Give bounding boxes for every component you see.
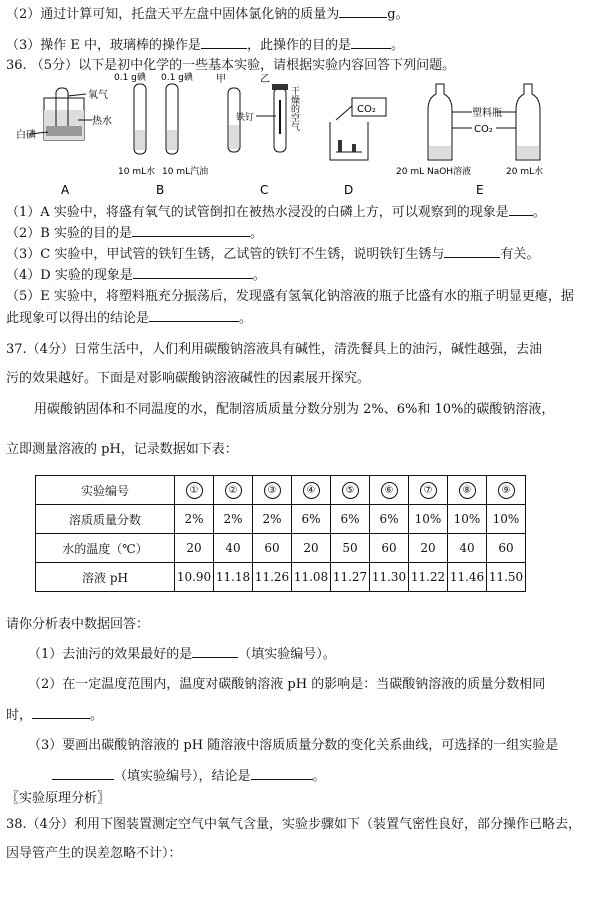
hot-water-label: 热水	[92, 116, 112, 127]
white-phosphorus-label: 白磷	[16, 130, 36, 141]
row-header: 溶质质量分数	[36, 505, 175, 534]
table-row	[36, 563, 526, 592]
q36-sub-5a: （5）E 实验中，将塑料瓶充分振荡后，发现盛有氢氧化钠溶液的瓶子比盛有水的瓶子明显更瘪，据	[6, 289, 574, 304]
table-cell: 10.90	[175, 563, 214, 592]
answer-blank[interactable]	[149, 309, 239, 322]
dry-air-label: 干燥的空气	[289, 86, 299, 131]
table-cell: 11.08	[292, 563, 331, 592]
q38-line-1: 38.（4分）利用下图装置测定空气中氧气含量，实验步骤如下（装置气密性良好，部分操作已略去，	[6, 817, 581, 832]
q36-sub-4: （4）D 实验的现象是 。	[6, 268, 266, 283]
q37-answer-3b: （填实验编号），结论是 。	[52, 767, 326, 786]
experiment-number: ⑤	[342, 482, 359, 499]
answer-blank[interactable]	[509, 203, 533, 216]
q36-title: 36. （5分）以下是初中化学的一些基本实验，请根据实验内容回答下列问题。	[6, 58, 456, 73]
water-label: 10 mL水	[118, 167, 156, 177]
q38-line-2: 因导管产生的误差忽略不计）：	[6, 846, 182, 861]
table-cell: 11.46	[448, 563, 487, 592]
table-cell: 11.22	[409, 563, 448, 592]
answer-blank[interactable]	[201, 36, 247, 49]
q37-title-2: 污的效果越好。下面是对影响碳酸钠溶液碱性的因素展开探究。	[6, 371, 371, 386]
table-cell: 20	[292, 534, 331, 563]
gasoline-label: 10 mL汽油	[162, 167, 209, 177]
q35-line-3: （3）操作 E 中，玻璃棒的操作是 ，此操作的目的是 。	[6, 38, 405, 53]
experiment-number: ⑦	[420, 482, 437, 499]
iodine-mass-1: 0.1 g碘	[114, 73, 146, 83]
table-cell: 6%	[292, 505, 331, 534]
table-cell: 2%	[214, 505, 253, 534]
answer-blank[interactable]	[444, 245, 500, 258]
q36-sub-5b: 此现象可以得出的结论是 。	[6, 311, 253, 326]
experiment-c-apparatus	[216, 73, 300, 197]
table-row	[36, 505, 526, 534]
experiment-e-apparatus	[396, 84, 543, 197]
iron-nail-label: 铁钉	[236, 113, 255, 123]
table-cell: 40	[448, 534, 487, 563]
table-cell: 11.30	[370, 563, 409, 592]
table-row	[36, 534, 526, 563]
table-cell: 50	[331, 534, 370, 563]
table-cell: 2%	[253, 505, 292, 534]
experiment-number: ⑥	[381, 482, 398, 499]
experiment-number: ④	[303, 482, 320, 499]
table-cell: 60	[253, 534, 292, 563]
answer-blank[interactable]	[351, 36, 391, 49]
label-e: E	[476, 183, 484, 197]
section-heading: 〖实验原理分析〗	[6, 791, 111, 806]
experiment-d-apparatus	[330, 98, 386, 197]
table-cell: 60	[487, 534, 526, 563]
q37-paragraph-2: 立即测量溶液的 pH，记录数据如下表：	[6, 442, 238, 457]
answer-blank[interactable]	[132, 224, 250, 237]
water-label-e: 20 mL水	[506, 167, 544, 177]
table-cell: 11.27	[331, 563, 370, 592]
experiment-number: ①	[186, 482, 203, 499]
row-header: 水的温度（℃）	[36, 534, 175, 563]
answer-blank[interactable]	[133, 266, 253, 279]
answer-blank[interactable]	[32, 706, 90, 719]
tube-jia-label: 甲	[216, 74, 226, 85]
label-c: C	[260, 183, 269, 197]
table-cell: 11.50	[487, 563, 526, 592]
q37-title: 37.（4分）日常生活中，人们利用碳酸钠溶液具有碱性，清洗餐具上的油污，碱性越强，去油	[6, 342, 542, 357]
label-b: B	[156, 183, 165, 197]
experiment-a-apparatus	[16, 88, 112, 197]
experiment-b-apparatus	[114, 71, 208, 197]
table-cell: 20	[409, 534, 448, 563]
experiment-number: ⑧	[459, 482, 476, 499]
co2-label-e: CO₂	[474, 124, 493, 135]
table-row	[36, 476, 526, 505]
q37-ask: 请你分析表中数据回答：	[6, 617, 150, 632]
answer-blank[interactable]	[339, 5, 387, 18]
table-cell: 11.18	[214, 563, 253, 592]
label-a: A	[61, 183, 70, 197]
q36-sub-3: （3）C 实验中，甲试管的铁钉生锈，乙试管的铁钉不生锈，说明铁钉生锈与 有关。	[6, 247, 540, 262]
table-cell: 10%	[448, 505, 487, 534]
co2-label-d: CO₂	[357, 104, 376, 115]
table-cell: 2%	[175, 505, 214, 534]
experiment-number: ⑨	[498, 482, 515, 499]
oxygen-label: 氧气	[88, 90, 108, 101]
table-cell: 20	[175, 534, 214, 563]
q36-sub-1: （1）A 实验中，将盛有氧气的试管倒扣在被热水浸没的白磷上方，可以观察到的现象是 。	[6, 205, 546, 220]
plastic-bottle-label: 塑料瓶	[472, 108, 502, 119]
table-cell: 6%	[370, 505, 409, 534]
q35-line-2: （2）通过计算可知，托盘天平左盘中固体氯化钠的质量为 g。	[6, 7, 409, 22]
q36-sub-2: （2）B 实验的目的是 。	[6, 226, 263, 241]
q37-answer-3a: （3）要画出碳酸钠溶液的 pH 随溶液中溶质质量分数的变化关系曲线，可选择的一组实验是	[28, 738, 559, 753]
naoh-solution-label: 20 mL NaOH溶液	[396, 167, 472, 177]
tube-yi-label: 乙	[260, 74, 270, 85]
label-d: D	[344, 183, 354, 197]
experiment-figure	[16, 70, 606, 200]
experiment-number: ③	[264, 482, 281, 499]
table-cell: 11.26	[253, 563, 292, 592]
table-cell: 6%	[331, 505, 370, 534]
q37-paragraph-1: 用碳酸钠固体和不同温度的水，配制溶质质量分数分别为 2%、6%和 10%的碳酸钠溶液，	[34, 402, 555, 417]
data-table	[35, 475, 526, 592]
answer-blank[interactable]	[251, 767, 313, 780]
row-header: 溶液 pH	[36, 563, 175, 592]
table-cell: 10%	[487, 505, 526, 534]
q37-answer-2b: 时， 。	[6, 708, 104, 723]
experiment-number: ②	[225, 482, 242, 499]
q37-answer-1: （1）去油污的效果最好的是 （填实验编号）。	[28, 647, 336, 662]
q37-answer-2a: （2）在一定温度范围内，温度对碳酸钠溶液 pH 的影响是：当碳酸钠溶液的质量分数相同	[28, 677, 546, 692]
table-cell: 40	[214, 534, 253, 563]
row-header: 实验编号	[36, 476, 175, 505]
answer-blank[interactable]	[52, 767, 114, 780]
table-cell: 60	[370, 534, 409, 563]
table-cell: 10%	[409, 505, 448, 534]
iodine-mass-2: 0.1 g碘	[161, 73, 193, 83]
answer-blank[interactable]	[192, 645, 238, 658]
